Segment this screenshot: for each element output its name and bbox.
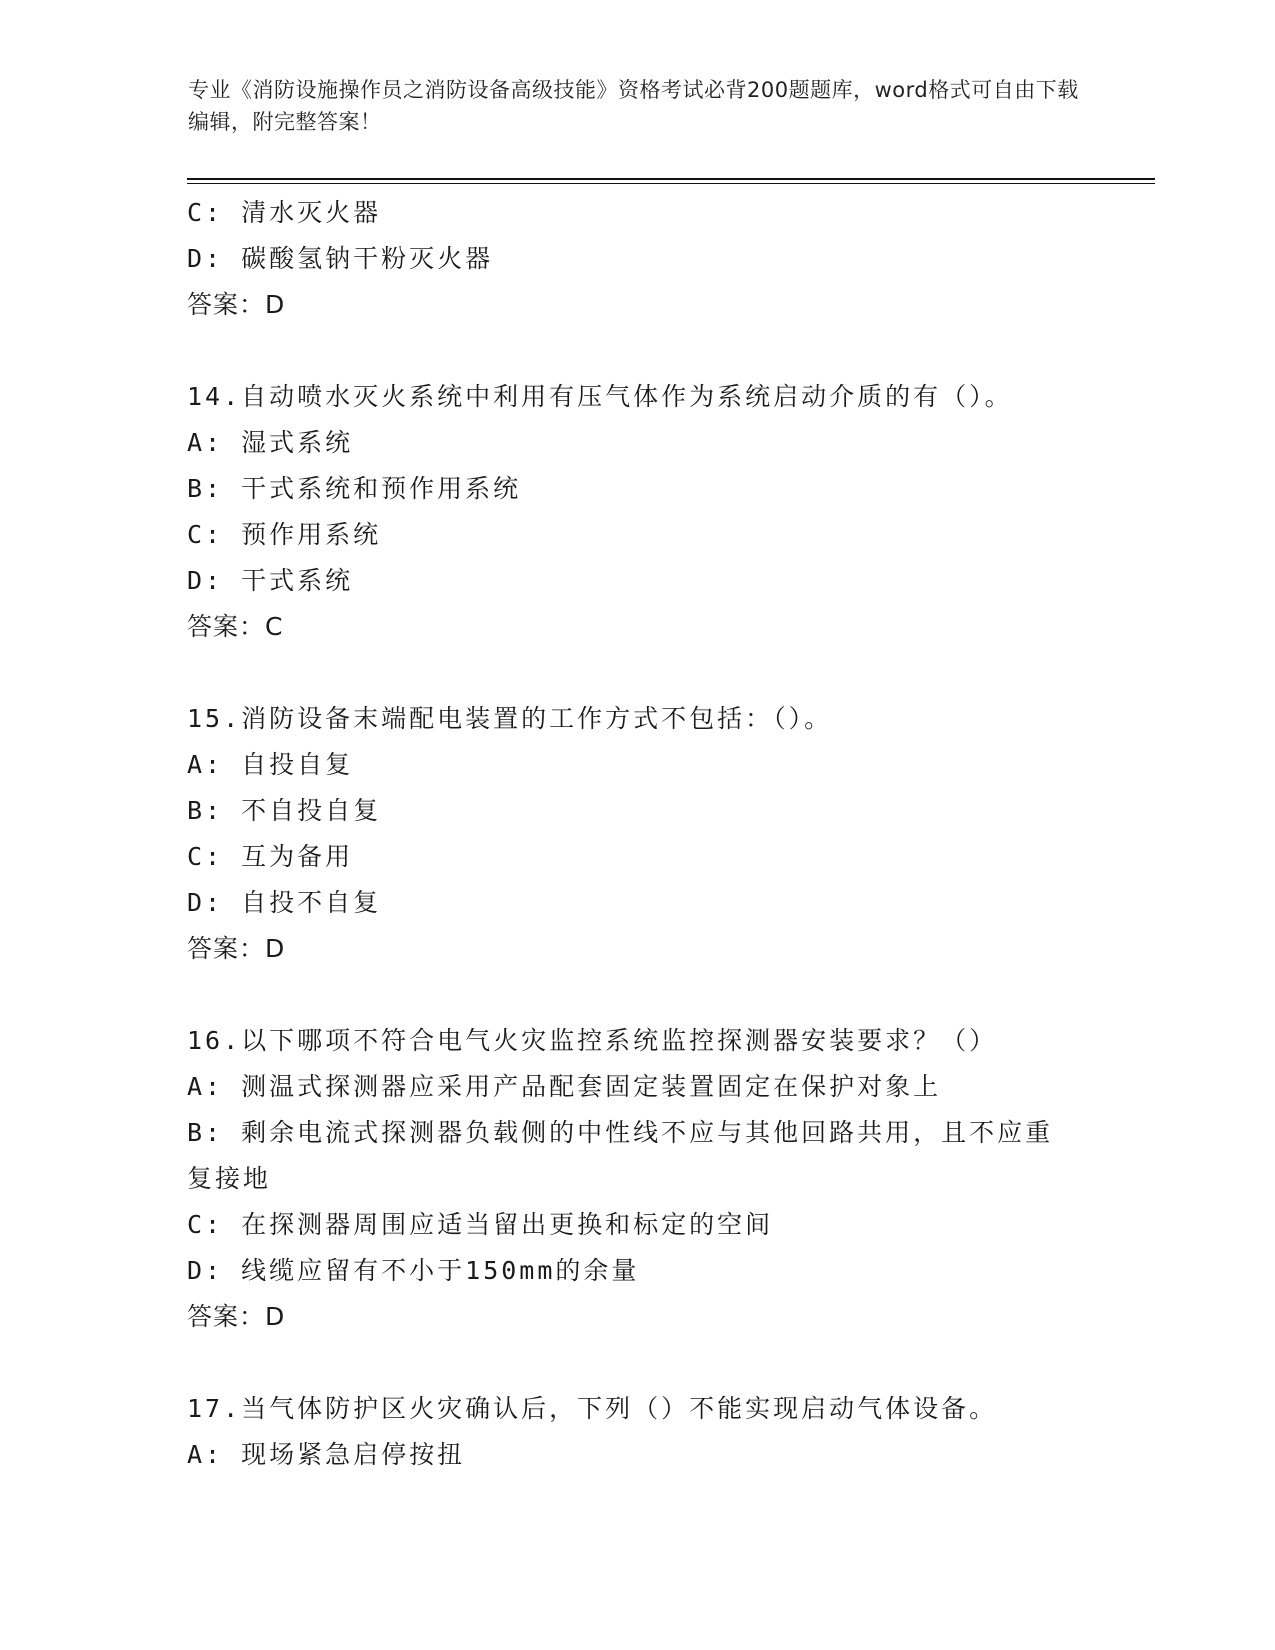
option-b: B: 剩余电流式探测器负载侧的中性线不应与其他回路共用，且不应重 xyxy=(187,1118,1054,1147)
question-text: 15.消防设备末端配电装置的工作方式不包括：（）。 xyxy=(187,704,833,733)
spacer xyxy=(187,650,1147,696)
question-text: 16.以下哪项不符合电气火灾监控系统监控探测器安装要求？（） xyxy=(187,1026,998,1055)
question-14 xyxy=(187,374,1147,650)
option-b: B: 干式系统和预作用系统 xyxy=(187,474,522,503)
option-c: C: 清水灭火器 xyxy=(187,198,382,227)
option-a: A: 湿式系统 xyxy=(187,428,354,457)
option-d: D: 线缆应留有不小于150mm的余量 xyxy=(187,1256,640,1285)
option-a: A: 自投自复 xyxy=(187,750,354,779)
option-b-continued: 复接地 xyxy=(187,1164,272,1193)
answer: 答案：D xyxy=(187,1302,286,1331)
spacer xyxy=(187,328,1147,374)
answer: 答案：C xyxy=(187,612,284,641)
spacer xyxy=(187,1340,1147,1386)
option-c: C: 预作用系统 xyxy=(187,520,382,549)
option-a: A: 现场紧急启停按扭 xyxy=(187,1440,466,1469)
option-c: C: 在探测器周围应适当留出更换和标定的空间 xyxy=(187,1210,774,1239)
header-rule-thin xyxy=(187,183,1155,184)
question-text: 14.自动喷水灭火系统中利用有压气体作为系统启动介质的有（）。 xyxy=(187,382,1013,411)
option-c: C: 互为备用 xyxy=(187,842,354,871)
option-d: D: 自投不自复 xyxy=(187,888,382,917)
question-15 xyxy=(187,696,1147,972)
question-13-tail xyxy=(187,190,1147,328)
header-rule-thick xyxy=(187,178,1155,180)
question-text: 17.当气体防护区火灾确认后，下列（）不能实现启动气体设备。 xyxy=(187,1394,998,1423)
answer: 答案：D xyxy=(187,290,286,319)
question-16 xyxy=(187,1018,1147,1340)
option-a: A: 测温式探测器应采用产品配套固定装置固定在保护对象上 xyxy=(187,1072,942,1101)
option-b: B: 不自投自复 xyxy=(187,796,382,825)
spacer xyxy=(187,972,1147,1018)
document-body xyxy=(187,190,1147,1478)
answer: 答案：D xyxy=(187,934,286,963)
document-header: 专业《消防设施操作员之消防设备高级技能》资格考试必背200题题库，word格式可自由下载编辑，附完整答案！ xyxy=(188,78,1079,134)
question-17 xyxy=(187,1386,1147,1478)
option-d: D: 干式系统 xyxy=(187,566,354,595)
option-d: D: 碳酸氢钠干粉灭火器 xyxy=(187,244,494,273)
